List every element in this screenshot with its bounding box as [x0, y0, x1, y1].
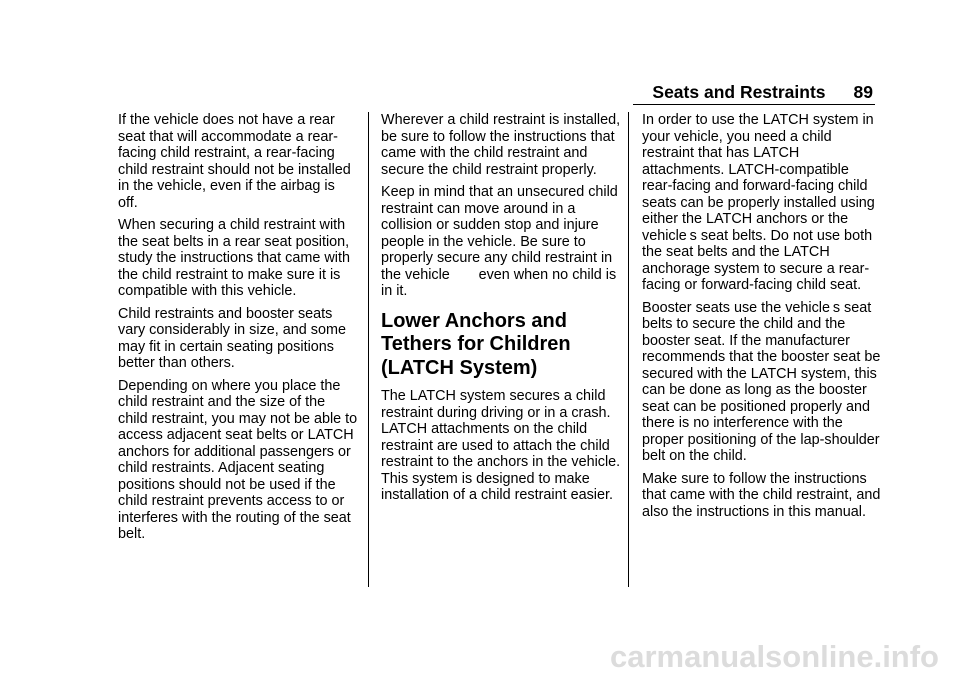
- heading-line: Tethers for Children: [381, 333, 571, 355]
- paragraph: Keep in mind that an unsecured child restraint can move around in a collision or sudden stop and injure people in the vehicle. Be sure to properly secure any child restraint in the vehicle even when no child is in it.: [381, 184, 618, 299]
- page-number: 89: [853, 82, 873, 102]
- middle-column: [381, 112, 621, 510]
- paragraph: When securing a child restraint with the seat belts in a rear seat position, study the instructions that came with the child restraint to make sure it is compatible with this vehicle.: [118, 217, 350, 299]
- header-rule: [633, 104, 875, 105]
- paragraph: In order to use the LATCH system in your vehicle, you need a child restraint that has LATCH attachments. LATCH-compatible rear-facing and forward-facing child seats can be properly installed using either the LATCH anchors or the vehicle s seat belts. Do not use both the seat belts and the LATCH anchorage system to secure a rear-facing or forward-facing child seat.: [642, 112, 875, 293]
- column-divider-1: [368, 112, 369, 587]
- watermark: carmanualsonline.info: [609, 639, 939, 674]
- paragraph: Depending on where you place the child restraint and the size of the child restraint, you may not be able to access adjacent seat belts or LATCH anchors for additional passengers or child restraints. Adjacent seating positions should not be used if the child restraint prevents access to or interferes with the routing of the seat belt.: [118, 377, 358, 542]
- paragraph: Wherever a child restraint is installed, be sure to follow the instructions that came with the child restraint and secure the child restraint properly.: [381, 112, 621, 178]
- paragraph: The LATCH system secures a child restraint during driving or in a crash. LATCH attachments on the child restraint are used to attach the child restraint to the anchors in the vehicle. This system is designed to make installation of a child restraint easier.: [381, 388, 621, 503]
- paragraph: Child restraints and booster seats vary considerably in size, and some may fit in certain seating positions better than others.: [118, 305, 346, 371]
- right-column: [642, 112, 882, 526]
- left-column: [118, 112, 358, 549]
- section-title: Seats and Restraints: [652, 82, 826, 102]
- column-divider-2: [628, 112, 629, 587]
- paragraph: If the vehicle does not have a rear seat that will accommodate a rear-facing child restraint, a rear-facing child restraint should not be installed in the vehicle, even if the airbag is off.: [118, 112, 351, 211]
- heading-line: Lower Anchors and: [381, 309, 567, 332]
- section-heading: [381, 310, 621, 381]
- paragraph: Make sure to follow the instructions that came with the child restraint, and also the instructions in this manual.: [642, 470, 881, 520]
- heading-line: (LATCH System): [381, 356, 538, 379]
- page-header: [0, 81, 873, 103]
- paragraph: Booster seats use the vehicle s seat belts to secure the child and the booster seat. If the manufacturer recommends that the booster seat be secured with the LATCH system, this can be done as long as the booster seat can be positioned properly and there is no interference with the proper positioning of the lap-shoulder belt on the child.: [642, 299, 881, 464]
